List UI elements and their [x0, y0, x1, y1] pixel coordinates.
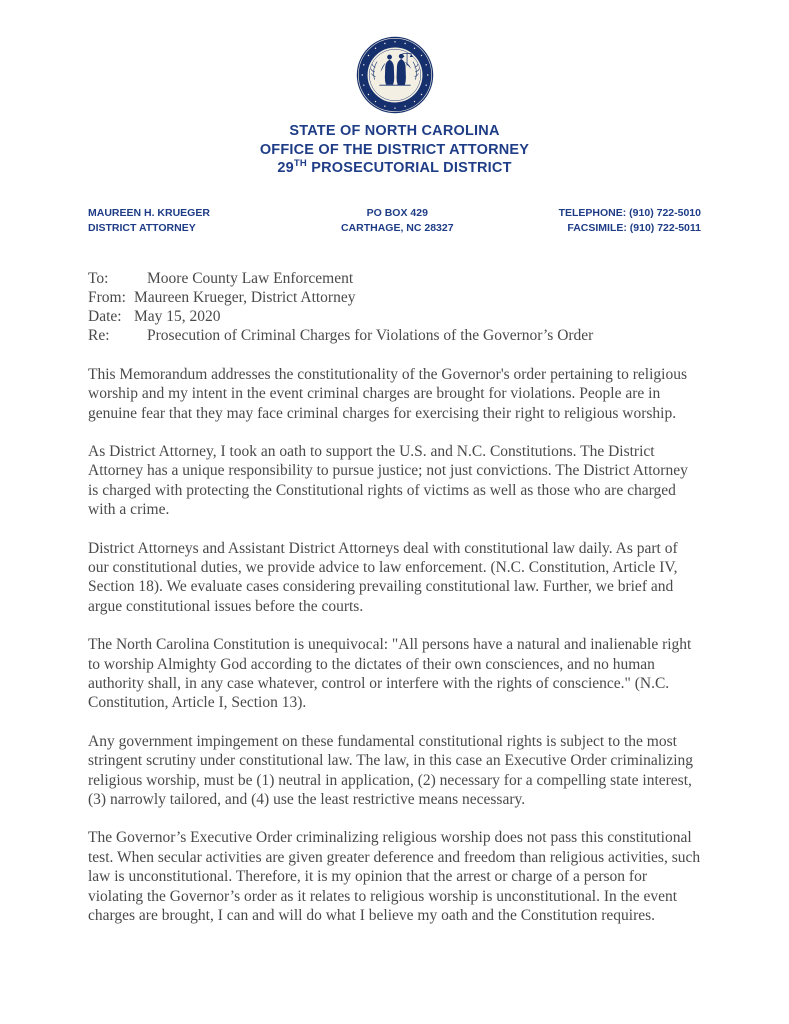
- district-label: PROSECUTORIAL DISTRICT: [306, 160, 512, 176]
- contact-city-state-zip: CARTHAGE, NC 28327: [340, 221, 454, 234]
- district-ordinal-suffix: TH: [293, 158, 307, 170]
- body-paragraph: As District Attorney, I took an oath to support the U.S. and N.C. Constitutions. The District Attorney has a unique responsibility to pursue justice; not just convictions. The District Attorney is charged with protecting the Constitutional rights of victims as well as those who are charged with a crime.: [88, 442, 688, 519]
- seal-container: [0, 34, 789, 116]
- letterhead: [0, 0, 789, 178]
- memo-value-re: Prosecution of Criminal Charges for Violations of the Governor’s Order: [147, 327, 594, 345]
- memo-row-re: [88, 326, 701, 345]
- memo-value-date: May 15, 2020: [134, 308, 221, 326]
- body-paragraph: The North Carolina Constitution is unequivocal: "All persons have a natural and inalienable right to worship Almighty God according to the dictates of their own consciences, and no human authority shall, in any case whatever, control or interfere with the rights of conscience." (N.C. Constitution, Article I, Section 13).: [88, 636, 692, 712]
- contact-facsimile: FACSIMILE: (910) 722-5011: [567, 221, 701, 234]
- body-paragraph: Any government impingement on these fundamental constitutional rights is subject to the most stringent scrutiny under constitutional law. The law, in this case an Executive Order criminalizing religious worship, must be (1) neutral in application, (2) necessary for a compelling state interest, (3) narrowly tailored, and (4) use the least restrictive means necessary.: [88, 732, 694, 808]
- memo-body: [88, 365, 701, 926]
- body-paragraph: District Attorneys and Assistant District Attorneys deal with constitutional law daily. As part of our constitutional duties, we provide advice to law enforcement. (N.C. Constitution, Article IV, Section 18). We evaluate cases considering prevailing constitutional law. Further, we brief and argue constitutional issues before the courts.: [88, 539, 678, 615]
- contact-telephone: TELEPHONE: (910) 722-5010: [558, 206, 701, 219]
- memo-label-re: Re:: [88, 327, 110, 345]
- memo-row-date: [88, 307, 701, 326]
- body-paragraph: The Governor’s Executive Order criminalizing religious worship does not pass this constitutional test. When secular activities are given greater deference and freedom than religious activities, such law is unconstitutional. Therefore, it is my opinion that the arrest or charge of a person for violating the Governor’s order as it relates to religious worship is unconstitutional. In the event charges are brought, I can and will do what I believe my oath and the Constitution requires.: [88, 829, 701, 925]
- memo-header: [88, 269, 701, 346]
- nc-judicial-branch-seal-icon: [356, 36, 434, 114]
- org-line-district: [0, 159, 789, 178]
- contact-block-phone: [559, 206, 701, 236]
- contact-da-title: DISTRICT ATTORNEY: [88, 221, 196, 234]
- contact-po-box: PO BOX 429: [366, 206, 428, 219]
- district-number: 29: [277, 160, 294, 176]
- memo-label-to: To:: [88, 269, 109, 287]
- organization-heading: [0, 122, 789, 178]
- memo-label-from: From:: [88, 288, 126, 306]
- memo-value-from: Maureen Krueger, District Attorney: [134, 288, 356, 306]
- memo-row-to: [88, 269, 701, 288]
- org-line-state: STATE OF NORTH CAROLINA: [289, 123, 500, 139]
- org-line-office: OFFICE OF THE DISTRICT ATTORNEY: [259, 141, 530, 158]
- memo-value-to: Moore County Law Enforcement: [147, 269, 354, 287]
- memo-label-date: Date:: [88, 308, 122, 326]
- contact-row: [88, 206, 701, 236]
- body-paragraph: This Memorandum addresses the constitutionality of the Governor's order pertaining to religious worship and my intent in the event criminal charges are brought for violations. People are in genuine fear that they may face criminal charges for exercising their right to religious worship.: [88, 365, 687, 422]
- memo-row-from: [88, 288, 701, 307]
- contact-block-address: [210, 206, 559, 236]
- contact-da-name: MAUREEN H. KRUEGER: [88, 206, 210, 219]
- contact-block-name: [88, 206, 210, 236]
